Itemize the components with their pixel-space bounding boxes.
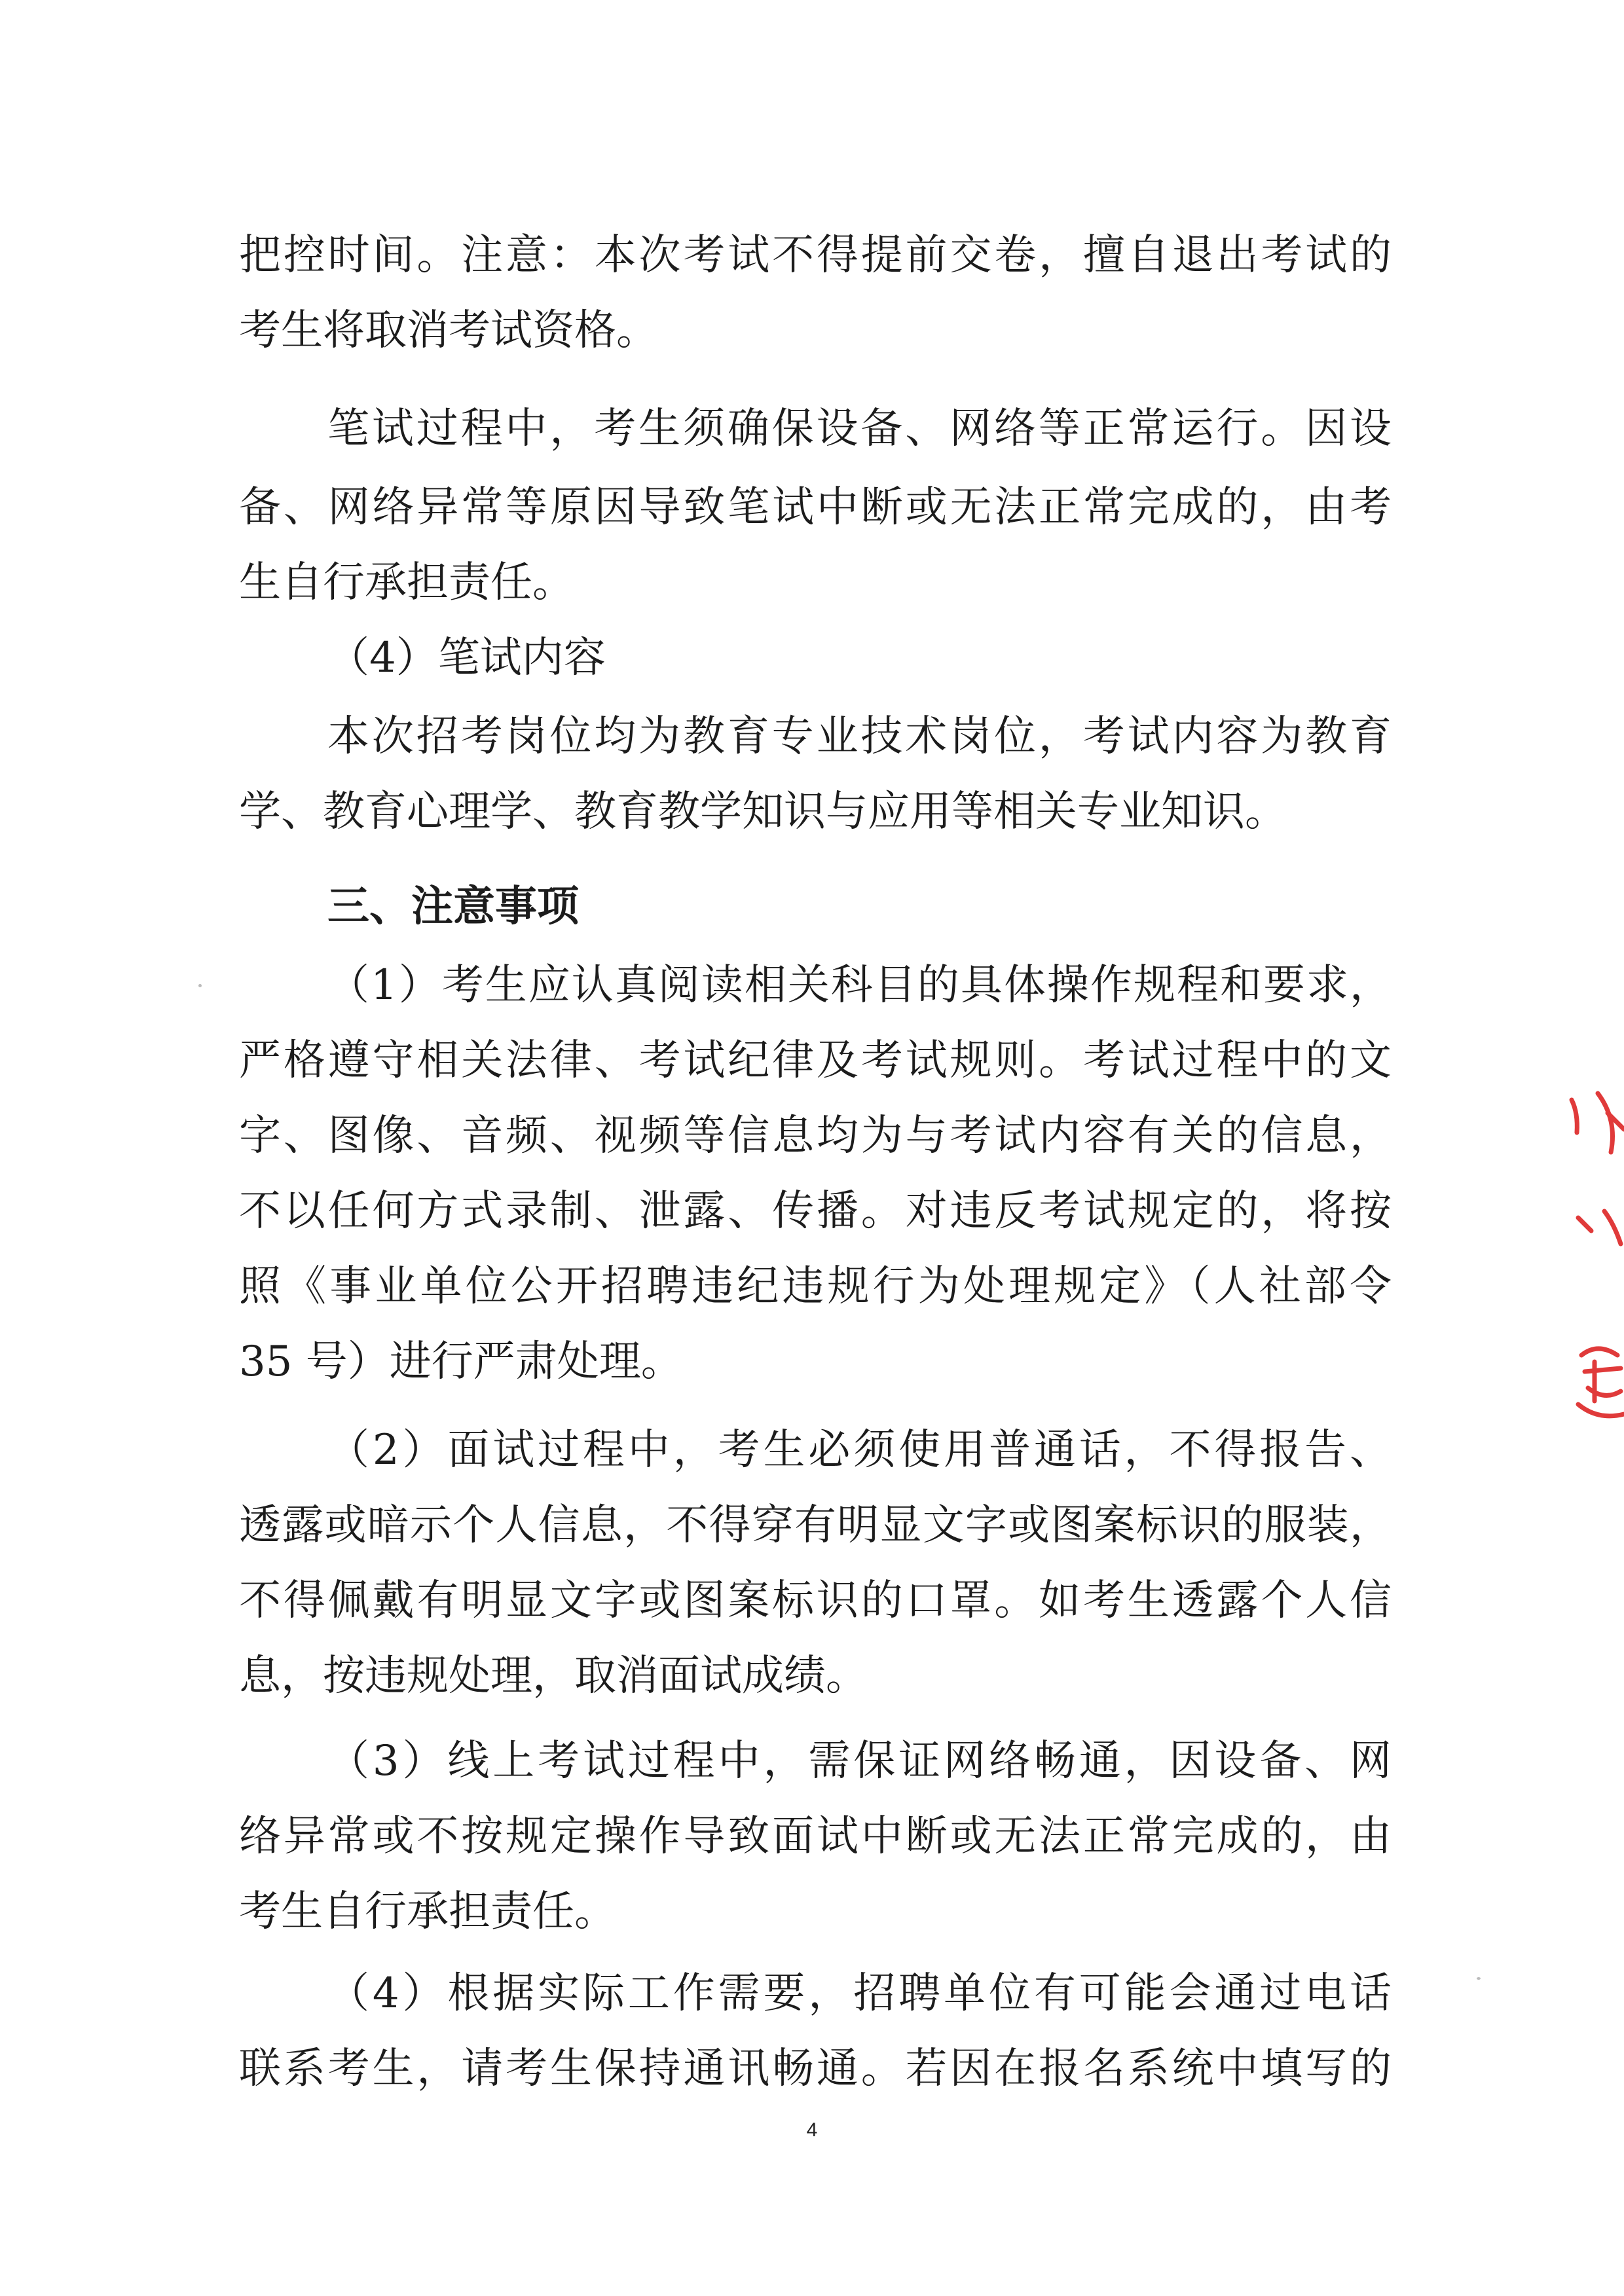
text-line: 35 号）进行严肃处理。: [239, 1338, 683, 1386]
text-line: 把控时间。注意：本次考试不得提前交卷，擅自退出考试的: [239, 231, 1392, 280]
text-line: 络异常或不按规定操作导致面试中断或无法正常完成的，由: [239, 1812, 1392, 1861]
text-line: （4）根据实际工作需要，招聘单位有可能会通过电话: [327, 1969, 1392, 2018]
scan-speck: [1477, 1977, 1481, 1980]
text-line: 笔试过程中，考生须确保设备、网络等正常运行。因设: [327, 405, 1392, 453]
text-line: 学、教育心理学、教育教学知识与应用等相关专业知识。: [239, 788, 1287, 836]
text-line: （1）考生应认真阅读相关科目的具体操作规程和要求，: [327, 961, 1392, 1010]
subheading: （4）笔试内容: [327, 634, 606, 682]
text-line: （2）面试过程中，考生必须使用普通话，不得报告、: [327, 1426, 1392, 1474]
text-line: 严格遵守相关法律、考试纪律及考试规则。考试过程中的文: [239, 1036, 1392, 1085]
text-line: 不得佩戴有明显文字或图案标识的口罩。如考生透露个人信: [239, 1576, 1392, 1625]
text-line: 考生自行承担责任。: [239, 1887, 616, 1936]
text-line: （3）线上考试过程中，需保证网络畅通，因设备、网: [327, 1737, 1392, 1785]
text-line: 字、图像、音频、视频等信息均为与考试内容有关的信息，: [239, 1112, 1392, 1160]
seal-stamp-icon: [1559, 1074, 1624, 1440]
text-line: 考生将取消考试资格。: [239, 306, 658, 355]
section-heading: 三、注意事项: [327, 883, 579, 931]
text-line: 备、网络异常等原因导致笔试中断或无法正常完成的，由考: [239, 483, 1392, 532]
scan-speck: [198, 984, 202, 987]
text-line: 生自行承担责任。: [239, 558, 574, 607]
text-line: 息，按违规处理，取消面试成绩。: [239, 1652, 868, 1700]
text-line: 照《事业单位公开招聘违纪违规行为处理规定》（人社部令: [239, 1262, 1392, 1311]
seal-stamp-fragment: [1559, 1074, 1624, 1440]
text-line: 不以任何方式录制、泄露、传播。对违反考试规定的，将按: [239, 1187, 1392, 1235]
page-number: 4: [806, 2119, 818, 2141]
text-line: 联系考生，请考生保持通讯畅通。若因在报名系统中填写的: [239, 2045, 1392, 2093]
text-line: 本次招考岗位均为教育专业技术岗位，考试内容为教育: [327, 712, 1392, 761]
text-line: 透露或暗示个人信息，不得穿有明显文字或图案标识的服装，: [239, 1501, 1392, 1550]
